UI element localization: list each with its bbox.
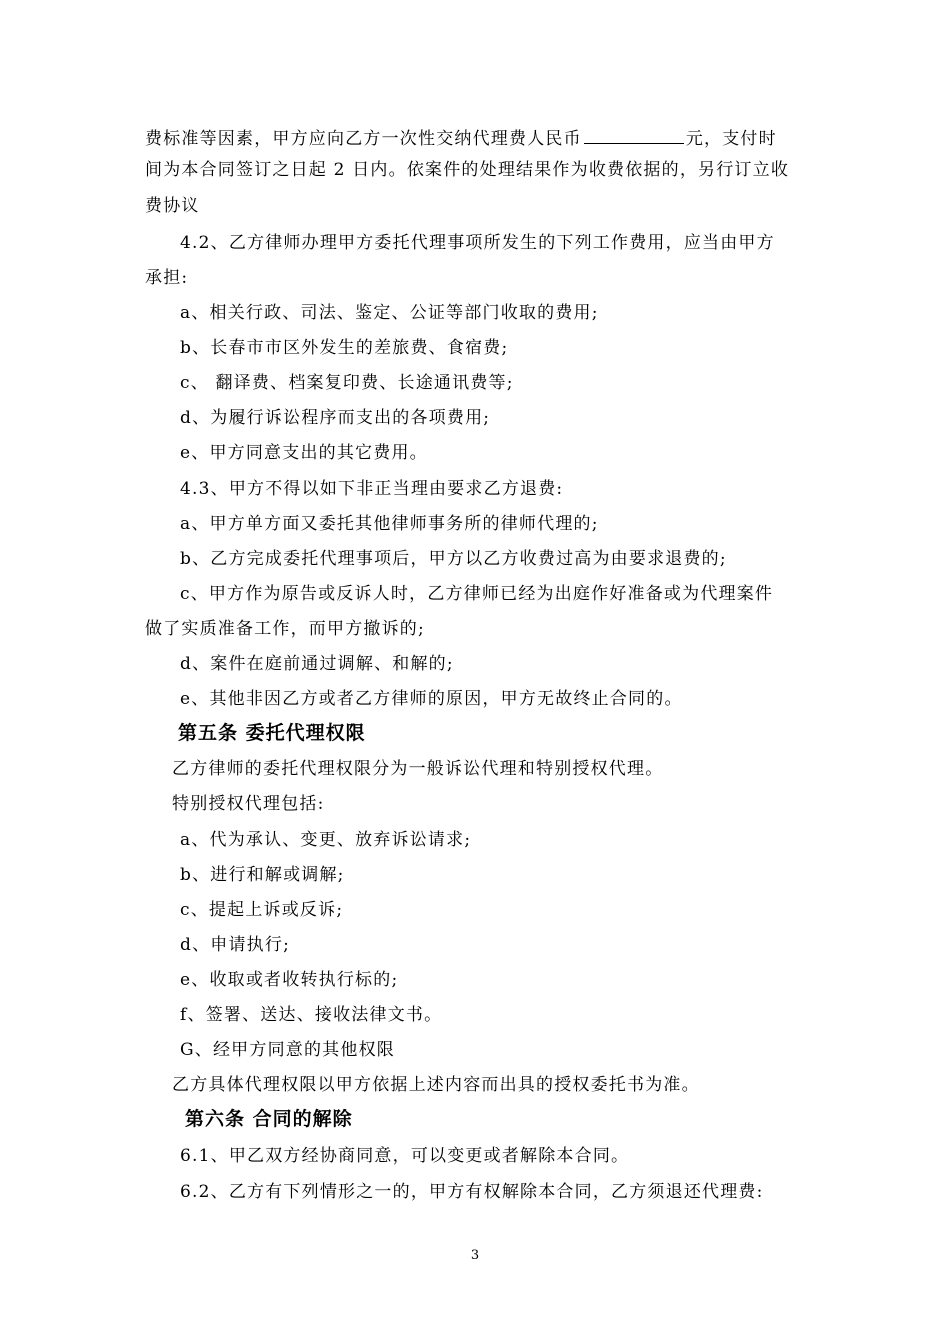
clause-4-3-item-c-line-1: c、甲方作为原告或反诉人时，乙方律师已经为出庭作好准备或为代理案件 — [180, 584, 774, 604]
article-5-item: f、签署、送达、接收法律文书。 — [180, 1005, 443, 1025]
fee-line-1-text: 费标准等因素，甲方应向乙方一次性交纳代理费人民币 — [145, 129, 582, 149]
article-5-special: 特别授权代理包括: — [172, 794, 325, 814]
clause-4-3-line-1: 4.3、甲方不得以如下非正当理由要求乙方退费: — [180, 479, 564, 499]
fee-line-3: 费协议 — [145, 196, 200, 216]
article-5-item: e、收取或者收转执行标的; — [180, 970, 399, 990]
clause-4-3-item-e: e、其他非因乙方或者乙方律师的原因，甲方无故终止合同的。 — [180, 689, 683, 709]
article-5-intro: 乙方律师的委托代理权限分为一般诉讼代理和特别授权代理。 — [172, 759, 664, 779]
clause-4-3-item-d: d、案件在庭前通过调解、和解的; — [180, 654, 454, 674]
article-5-item: a、代为承认、变更、放弃诉讼请求; — [180, 830, 472, 850]
article-5-closing: 乙方具体代理权限以甲方依据上述内容而出具的授权委托书为准。 — [172, 1075, 700, 1095]
article-5-item: G、经甲方同意的其他权限 — [180, 1040, 395, 1060]
fee-line-1 — [145, 127, 777, 150]
article-5-heading: 第五条 委托代理权限 — [178, 722, 366, 744]
fee-line-1-tail: 元，支付时 — [685, 129, 777, 149]
fee-amount-blank — [584, 127, 684, 144]
clause-6-2: 6.2、乙方有下列情形之一的，甲方有权解除本合同，乙方须退还代理费: — [180, 1182, 764, 1202]
clause-4-2-line-1: 4.2、乙方律师办理甲方委托代理事项所发生的下列工作费用，应当由甲方 — [180, 233, 775, 253]
clause-4-2-item: b、长春市市区外发生的差旅费、食宿费; — [180, 338, 509, 358]
fee-line-2: 间为本合同签订之日起 2 日内。依案件的处理结果作为收费依据的，另行订立收 — [145, 160, 790, 180]
article-5-item: d、申请执行; — [180, 935, 291, 955]
clause-4-3-item-a: a、甲方单方面又委托其他律师事务所的律师代理的; — [180, 514, 599, 534]
clause-4-2-item: d、为履行诉讼程序而支出的各项费用; — [180, 408, 491, 428]
clause-4-2-item: a、相关行政、司法、鉴定、公证等部门收取的费用; — [180, 303, 599, 323]
clause-4-2-item: e、甲方同意支出的其它费用。 — [180, 443, 428, 463]
article-5-item: c、提起上诉或反诉; — [180, 900, 344, 920]
article-5-item: b、进行和解或调解; — [180, 865, 345, 885]
page-number: 3 — [470, 1248, 480, 1263]
clause-4-3-item-b: b、乙方完成委托代理事项后，甲方以乙方收费过高为由要求退费的; — [180, 549, 727, 569]
clause-4-3-item-c-line-2: 做了实质准备工作，而甲方撤诉的; — [145, 619, 425, 639]
clause-4-2-line-2: 承担: — [145, 268, 189, 288]
article-6-heading: 第六条 合同的解除 — [185, 1108, 353, 1130]
clause-4-2-item: c、 翻译费、档案复印费、长途通讯费等; — [180, 373, 514, 393]
clause-6-1: 6.1、甲乙双方经协商同意，可以变更或者解除本合同。 — [180, 1146, 630, 1166]
